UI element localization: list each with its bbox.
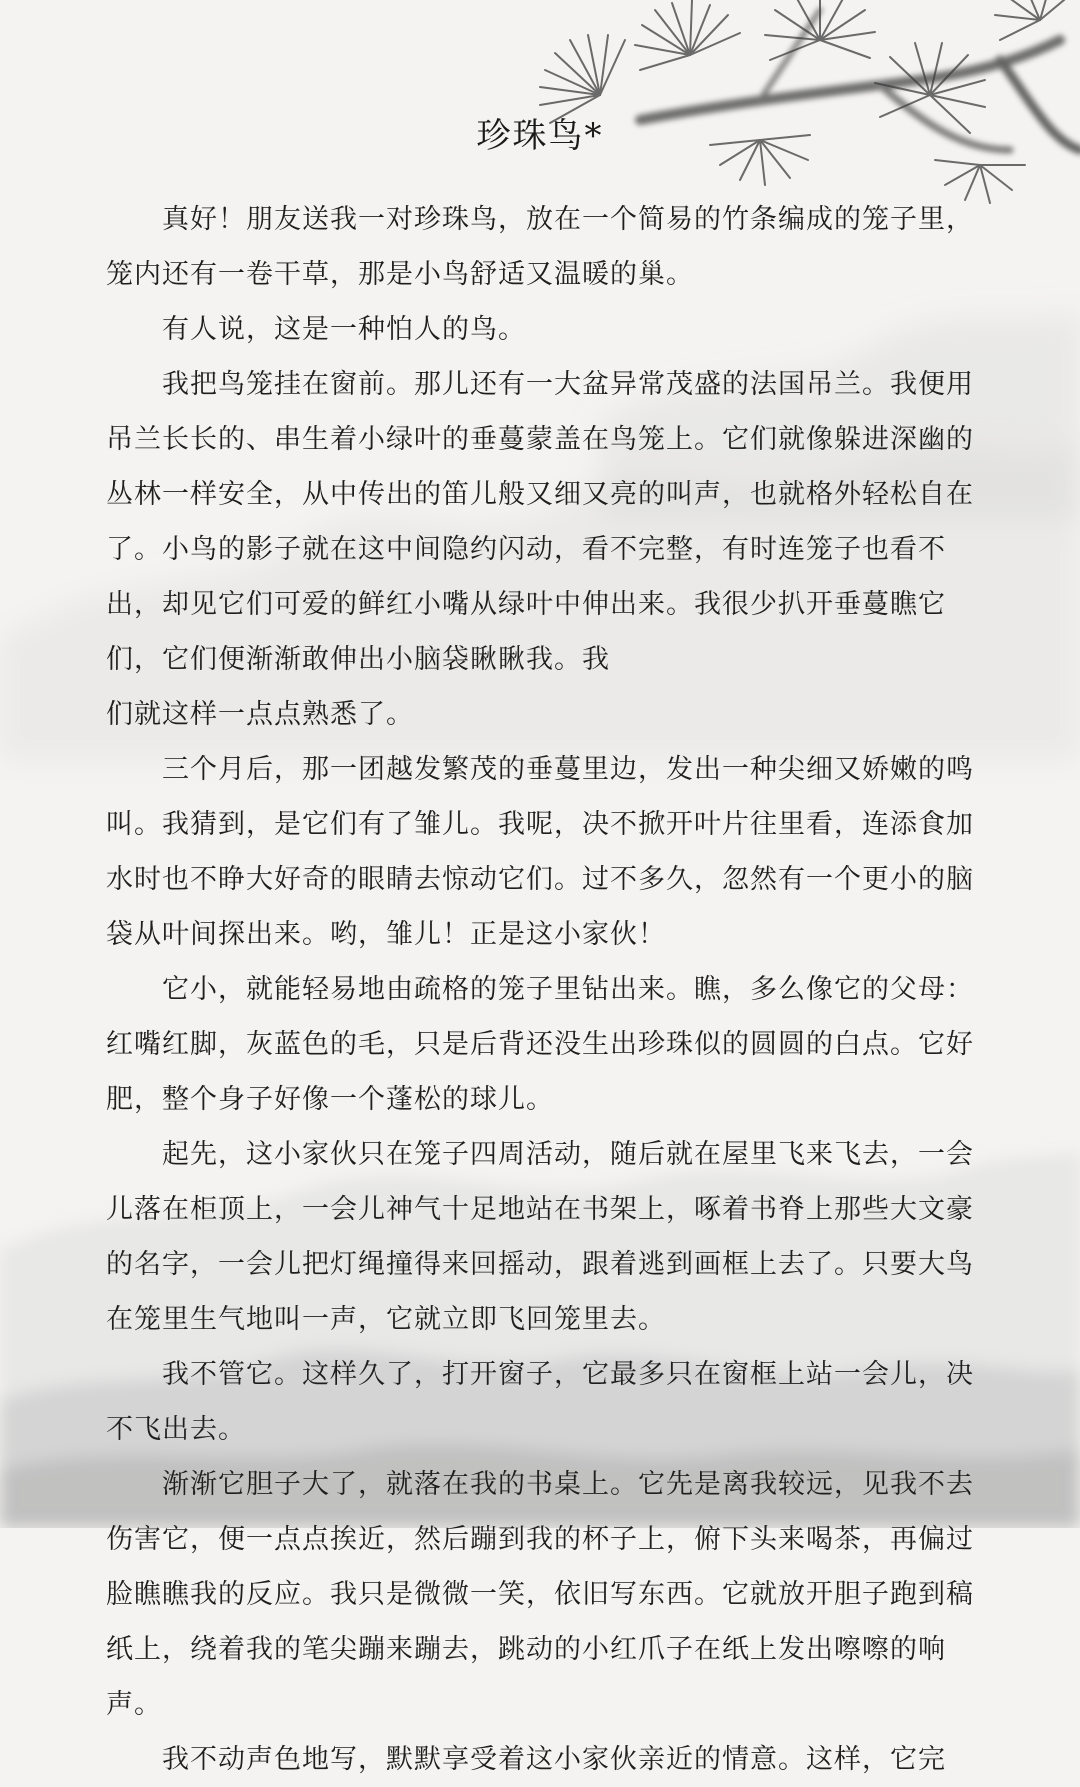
- paragraph: 真好！朋友送我一对珍珠鸟，放在一个简易的竹条编成的笼子里，笼内还有一卷干草，那是小鸟舒适又温暖的巢。: [106, 204, 974, 290]
- paragraph: 我不管它。这样久了，打开窗子，它最多只在窗框上站一会儿，决不飞出去。: [106, 1359, 974, 1445]
- paragraph: 我把鸟笼挂在窗前。那儿还有一大盆异常茂盛的法国吊兰。我便用吊兰长长的、串生着小绿叶的垂蔓蒙盖在鸟笼上。它们就像躲进深幽的丛林一样安全，从中传出的笛儿般又细又亮的叫声，也就格外轻松自在了。小鸟的影子就在这中间隐约闪动，看不完整，有时连笼子也看不出，却见它们可爱的鲜红小嘴从绿叶中伸出来。我很少扒开垂蔓瞧它们，它们便渐渐敢伸出小脑袋瞅瞅我。我: [106, 369, 974, 675]
- pine-branch-icon: [540, 0, 1080, 203]
- article-title: 珍珠鸟*: [476, 116, 604, 156]
- paragraph: 们就这样一点点熟悉了。: [106, 699, 414, 730]
- paragraph: 起先，这小家伙只在笼子四周活动，随后就在屋里飞来飞去，一会儿落在柜顶上，一会儿神气十足地站在书架上，啄着书脊上那些大文豪的名字，一会儿把灯绳撞得来回摇动，跟着逃到画框上去了。只要大鸟在笼里生气地叫一声，它就立即飞回笼里去。: [106, 1139, 974, 1335]
- paragraph: 我不动声色地写，默默享受着这小家伙亲近的情意。这样，它完: [162, 1744, 946, 1775]
- paragraph: 渐渐它胆子大了，就落在我的书桌上。它先是离我较远，见我不去伤害它，便一点点挨近，然后蹦到我的杯子上，俯下头来喝茶，再偏过脸瞧瞧我的反应。我只是微微一笑，依旧写东西。它就放开胆子跑到稿纸上，绕着我的笔尖蹦来蹦去，跳动的小红爪子在纸上发出嚓嚓的响声。: [106, 1469, 974, 1720]
- paragraph: 有人说，这是一种怕人的鸟。: [162, 314, 526, 345]
- paragraph: 三个月后，那一团越发繁茂的垂蔓里边，发出一种尖细又娇嫩的鸣叫。我猜到，是它们有了雏儿。我呢，决不掀开叶片往里看，连添食加水时也不睁大好奇的眼睛去惊动它们。过不多久，忽然有一个更小的脑袋从叶间探出来。哟，雏儿！正是这小家伙！: [106, 754, 974, 950]
- paragraph: 它小，就能轻易地由疏格的笼子里钻出来。瞧，多么像它的父母：红嘴红脚，灰蓝色的毛，只是后背还没生出珍珠似的圆圆的白点。它好肥，整个身子好像一个蓬松的球儿。: [106, 974, 974, 1115]
- article-body: [106, 192, 982, 1787]
